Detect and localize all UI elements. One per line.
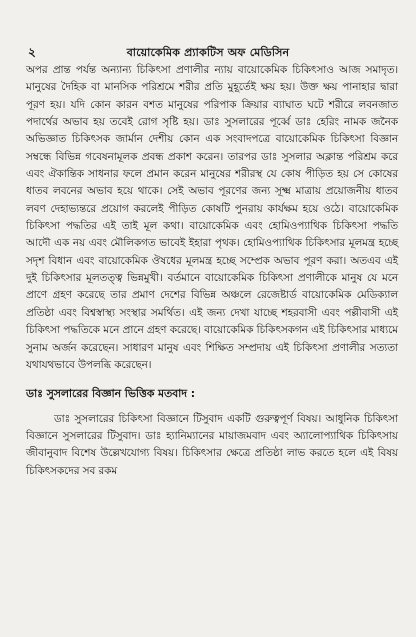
section-heading: ডাঃ সুসলারের বিজ্ঞান ভিত্তিক মতবাদ : [26, 387, 196, 401]
paragraph-intro: অপর প্রান্ত পর্যন্ত অন্যান্য চিকিৎসা প্রণালীর ন্যায় বায়োকেমিক চিকিৎসাও আজ সমাদৃত। মানুষের দৈহিক বা মানসিক পরিশ্রমে শরীর প্রতি মুহূর্তেই ক্ষয় হয়। উক্ত ক্ষয় পানাহার দ্বারা পূরণ হয়। যদি কোন কারন বশত মানুষের পরিপাক ক্রিয়ার ব্যাঘাত ঘটে শরীরে লবনজাত পদার্থের অভাব হয় তবেই রোগ সৃষ্টি হয়। ডাঃ সুসলারের পূর্ব্বে ডাঃ হেরিং নামক জনৈক অভিজ্ঞাত চিকিৎসক জার্মান দেশীয় কোন এক সংবাদপত্রে বায়োকেমিক চিকিৎসা বিজ্ঞান সম্বন্ধে বিভিন্ন গবেষনামূলক প্রবন্ধ প্রকাশ করেন। তারপর ডাঃ সুসলার অক্লান্ত পরিশ্রম করে এবং ঐকান্তিক সাধনার ফলে প্রমান করেন মানুষের শরীরস্থ যে কোষ পীড়িত হয় সে কোষের ধাতব লবনের অভাব হয়ে থাকে। সেই অভাব পূরণের জন্য সূক্ষ্ম মাত্রায় প্রয়োজনীয় ধাতব লবণ দেহাভ্যন্তরে প্রয়োগ করলেই পীড়িত কোষটি পুনরায় কার্যক্ষম হয়ে ওঠে। বায়োকেমিক চিকিৎসা পদ্ধতির এই তাই মূল কথা। বায়োকেমিক এবং হোমিওপ্যাথিক চিকিৎসা পদ্ধতি আদৌ এক নয় এবং মৌলিকগত ভাবেই ইহারা পৃথক। হোমিওপ্যাথিক চিকিৎসার মূলমন্ত্র হচ্ছে সদৃশ বিধান এবং বায়োকেমিক ঔষধের মূলমন্ত্র হচ্ছে সম্প্রেক অভাব পূরণ করা। অতএব এই দুই চিকিৎসার মূলতত্ত্ব ভিন্নমুখী। বর্তমানে বায়োকেমিক চিকিৎসা প্রণালীকে মানুষ যে মনে প্রাণে গ্রহণ করেছে তার প্রমাণ দেশের বিভিন্ন অঞ্চলে রেজেষ্টার্ড বায়োকেমিক মেডিক্যাল প্রতিষ্ঠা এবং বিশ্বস্বাস্থ্য সংস্থার সমর্থিত। এই জন্য দেখা যাচ্ছে শহরবাসী এবং পল্লীবাসী এই চিকিৎসা পদ্ধতিকে মনে প্রানে গ্রহণ করেছে। বায়োকেমিক চিকিৎসকগন এই চিকিৎসার মাধ্যমে সুনাম অর্জন করেছেন। সাধারণ মানুষ এবং শিক্ষিত সম্প্রদায় এই চিকিৎসা প্রণালীর সত্যতা যথাযথভাবে উপলব্ধি করেছেন। [26, 64, 398, 371]
running-title: বায়োকেমিক প্র্যাকটিস অফ মেডিসিন [126, 46, 290, 59]
page-header [0, 44, 416, 62]
paragraph-tissue-theory: ডাঃ সুসলারের চিকিৎসা বিজ্ঞানে টিসুবাদ একটি গুরুত্বপূর্ণ বিষয়। আধুনিক চিকিৎসা বিজ্ঞানে সুসলারের টিসুবাদ। ডাঃ হ্যানিম্যানের মায়াজমবাদ এবং অ্যালোপ্যাথিক চিকিৎসায় জীবানুবাদ বিশেষ উল্লেখযোগ্য বিষয়। চিকিৎসার ক্ষেত্রে প্রতিষ্ঠা লাভ করতে হলে এই বিষয় চিকিৎসকদের সব রকম [26, 412, 398, 477]
page-number: ২ [28, 45, 36, 59]
body-text [26, 62, 398, 480]
